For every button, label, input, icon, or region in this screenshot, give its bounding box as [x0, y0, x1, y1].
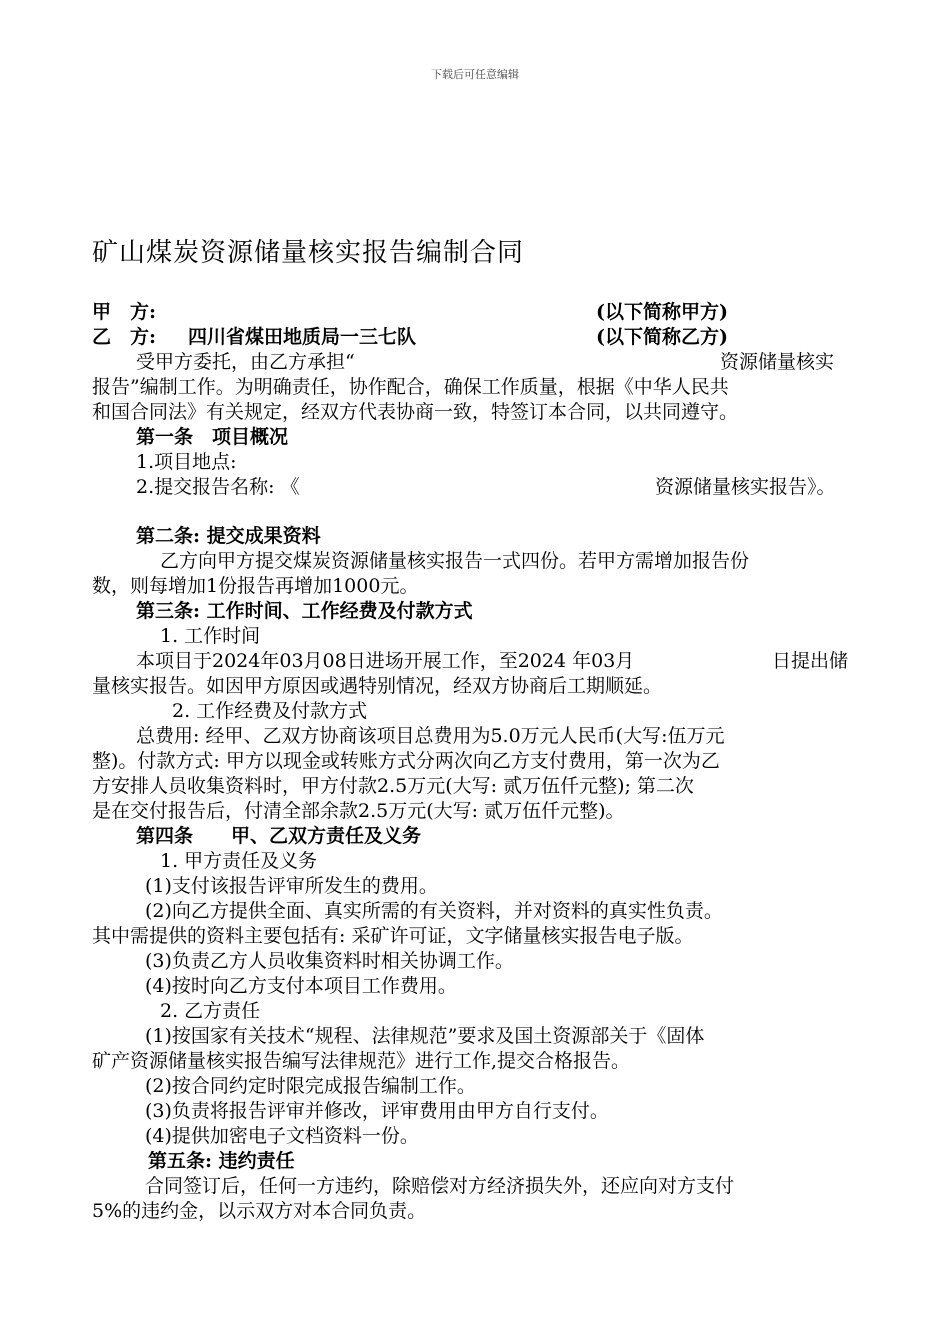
- article-1-heading: 第一条 项目概况: [136, 426, 289, 448]
- party-a-note: (以下简称甲方): [596, 301, 728, 323]
- article-4-a2b: 其中需提供的资料主要包括有: 采矿许可证，文字储量核实报告电子版。: [92, 925, 694, 947]
- party-b-label: 乙 方:: [92, 326, 157, 348]
- article-4-b2: (2)按合同约定时限完成报告编制工作。: [145, 1075, 476, 1097]
- article-4-b1: (1)按国家有关技术“规程、法律规范”要求及国土资源部关于《固体: [145, 1025, 705, 1047]
- article-3-fee-line-3: 方安排人员收集资料时，甲方付款2.5万元(大写: 贰万伍仟元整); 第二次: [92, 775, 694, 797]
- article-3-time-line-1a: 本项目于2024年03月08日进场开展工作，至2024 年03月: [136, 650, 635, 672]
- article-4-b3: (3)负责将报告评审并修改，评审费用由甲方自行支付。: [145, 1100, 609, 1122]
- article-4-a3: (3)负责乙方人员收集资料时相关协调工作。: [145, 950, 514, 972]
- article-4-a1: (1)支付该报告评审所发生的费用。: [145, 875, 438, 897]
- page-header: 下载后可任意编辑: [431, 68, 519, 81]
- article-5-line-2: 5%的违约金，以示双方对本合同负责。: [92, 1200, 427, 1222]
- article-3-fee-line-4: 是在交付报告后，付清全部余款2.5万元(大写: 贰万伍仟元整)。: [92, 800, 625, 822]
- intro-line-1a: 受甲方委托，由乙方承担“: [136, 351, 355, 373]
- article-3-fee-line-1: 总费用: 经甲、乙双方协商该项目总费用为5.0万元人民币(大写:伍万元: [136, 725, 725, 747]
- article-1-item-2a: 2.提交报告名称: 《: [136, 476, 300, 498]
- article-5-heading: 第五条: 违约责任: [148, 1150, 295, 1172]
- article-2-line-2: 数，则每增加1份报告再增加1000元。: [92, 575, 419, 597]
- article-4-a2: (2)向乙方提供全面、真实所需的有关资料，并对资料的真实性负责。: [145, 900, 723, 922]
- party-a-label: 甲 方:: [92, 301, 157, 323]
- party-b-note: (以下简称乙方): [596, 326, 728, 348]
- document-title: 矿山煤炭资源储量核实报告编制合同: [92, 238, 525, 268]
- article-4-heading: 第四条 甲、乙双方责任及义务: [136, 825, 422, 847]
- party-b-name: 四川省煤田地质局一三七队: [188, 326, 417, 348]
- article-3-time-line-1b: 日提出储: [772, 650, 849, 672]
- article-1-item-1: 1.项目地点:: [136, 451, 237, 473]
- article-4-sub-2: 2. 乙方责任: [160, 1000, 261, 1022]
- article-3-fee-line-2: 整)。付款方式: 甲方以现金或转账方式分两次向乙方支付费用，第一次为乙: [92, 750, 720, 772]
- article-3-sub-2: 2. 工作经费及付款方式: [172, 700, 368, 722]
- article-2-heading: 第二条: 提交成果资料: [136, 525, 321, 547]
- article-4-b1b: 矿产资源储量核实报告编写法律规范》进行工作,提交合格报告。: [92, 1050, 631, 1072]
- intro-line-1b: 资源储量核实: [720, 351, 835, 373]
- article-2-line-1: 乙方向甲方提交煤炭资源储量核实报告一式四份。若甲方需增加报告份: [160, 550, 750, 572]
- article-4-sub-1: 1. 甲方责任及义务: [160, 850, 318, 872]
- intro-line-2: 报告”编制工作。为明确责任，协作配合，确保工作质量，根据《中华人民共: [92, 376, 729, 398]
- article-3-heading: 第三条: 工作时间、工作经费及付款方式: [136, 600, 473, 622]
- article-5-line-1: 合同签订后，任何一方违约，除赔偿对方经济损失外，还应向对方支付: [145, 1175, 735, 1197]
- article-3-time-line-2: 量核实报告。如因甲方原因或遇特别情况，经双方协商后工期顺延。: [92, 675, 663, 697]
- article-3-sub-1: 1. 工作时间: [160, 625, 261, 647]
- article-4-a4: (4)按时向乙方支付本项目工作费用。: [145, 975, 457, 997]
- article-4-b4: (4)提供加密电子文档资料一份。: [145, 1125, 419, 1147]
- intro-line-3: 和国合同法》有关规定，经双方代表协商一致，特签订本合同，以共同遵守。: [92, 401, 739, 423]
- article-1-item-2b: 资源储量核实报告》。: [655, 476, 836, 498]
